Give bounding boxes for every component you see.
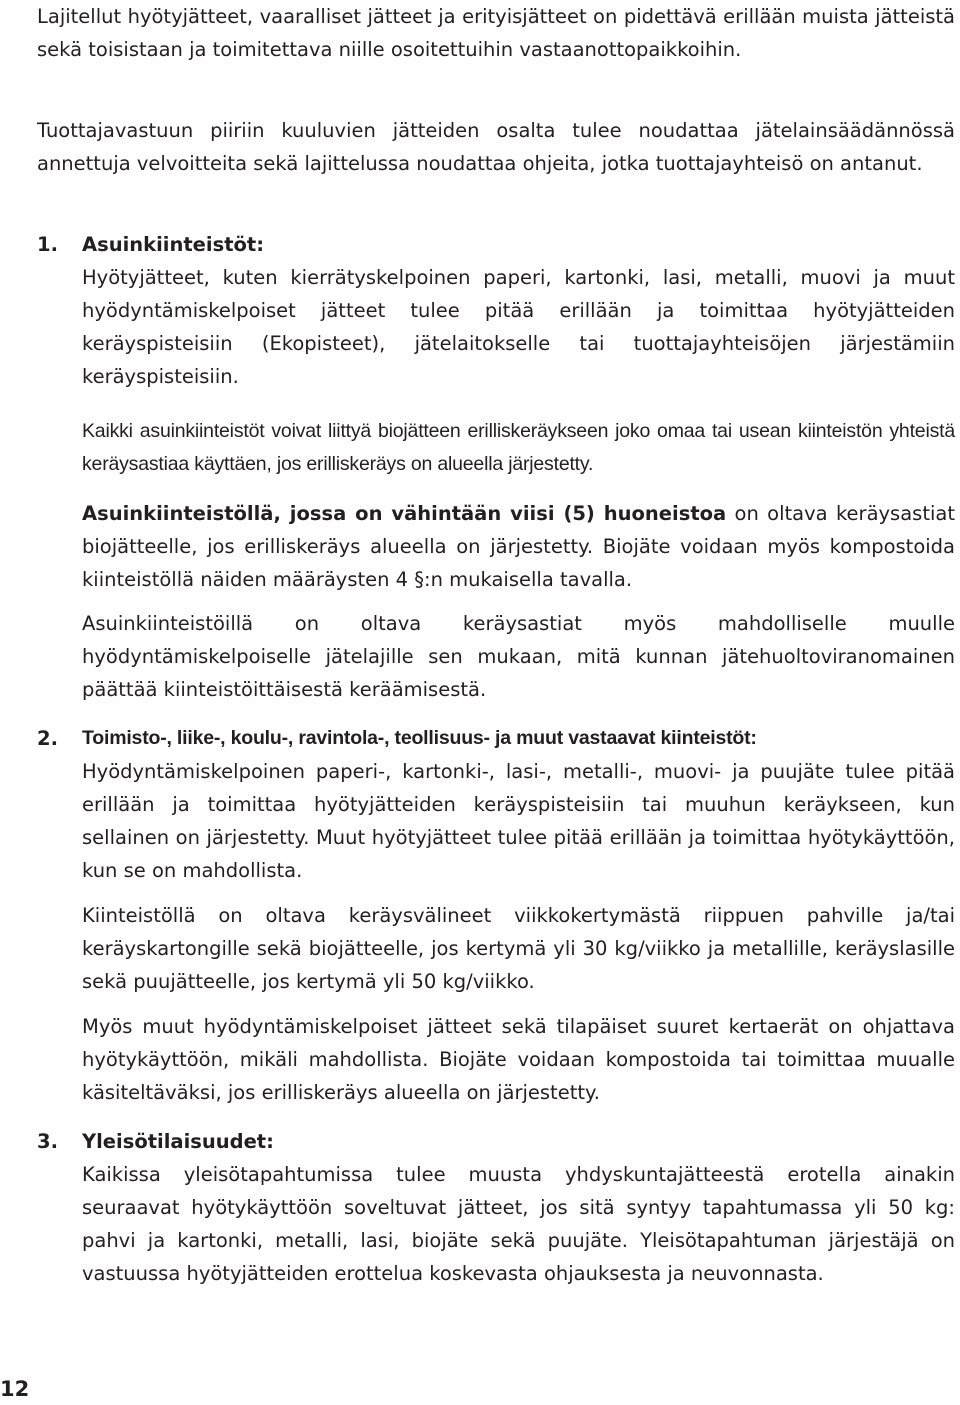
- intro-paragraph-2: Tuottajavastuun piiriin kuuluvien jätteiden osalta tulee noudattaa jätelainsäädännössä annettuja velvoitteita sekä lajittelussa noudattaa ohjeita, jotka tuottajayhteisö on antanut.: [37, 119, 955, 175]
- page-number: 12: [0, 1377, 30, 1401]
- item-1-paragraph-1: Hyötyjätteet, kuten kierrätyskelpoinen paperi, kartonki, lasi, metalli, muovi ja muut hyödyntämiskelpoiset jätteet tulee pitää erillään ja toimittaa hyötyjätteiden keräyspisteisiin (Ekopisteet), jätelaitokselle tai tuottajayhteisöjen järjestämiin keräyspisteisiin.: [82, 266, 955, 388]
- item-3-heading: Yleisötilaisuudet:: [82, 1130, 274, 1153]
- item-1-paragraph-3: [82, 497, 955, 596]
- item-2-section: [82, 722, 955, 887]
- item-1-paragraph-2: Kaikki asuinkiinteistöt voivat liittyä biojätteen erilliskeräykseen joko omaa tai usean kiinteistön yhteistä keräysastiaa käyttäen, jos erilliskeräys on alueella järjestetty.: [82, 420, 955, 475]
- item-3-section: [82, 1125, 955, 1290]
- item-2-heading: Toimisto-, liike-, koulu-, ravintola-, teollisuus- ja muut vastaavat kiinteistöt:: [82, 727, 757, 749]
- item-1-number: 1.: [37, 233, 58, 256]
- item-3-paragraph-1: Kaikissa yleisötapahtumissa tulee muusta yhdyskuntajätteestä erotella ainakin seuraavat hyötykäyttöön soveltuvat jätteet, jos sitä syntyy tapahtumassa yli 50 kg: pahvi ja kartonki, metalli, lasi, biojäte sekä puujäte. Yleisötapahtuman järjestäjä on vastuussa hyötyjätteiden erottelua koskevasta ohjauksesta ja neuvonnasta.: [82, 1163, 955, 1285]
- item-1-section: [82, 228, 955, 393]
- item-2-paragraph-2: Kiinteistöllä on oltava keräysvälineet viikkokertymästä riippuen pahville ja/tai keräyskartongille sekä biojätteelle, jos kertymä yli 30 kg/viikko ja metallille, keräyslasille sekä puujätteelle, jos kertymä yli 50 kg/viikko.: [82, 904, 955, 993]
- item-3-number: 3.: [37, 1130, 58, 1153]
- intro-paragraph-1: Lajitellut hyötyjätteet, vaaralliset jätteet ja erityisjätteet on pidettävä erillään muista jätteistä sekä toisistaan ja toimitettava niille osoitettuihin vastaanottopaikkoihin.: [37, 5, 955, 61]
- item-2-paragraph-1: Hyödyntämiskelpoinen paperi-, kartonki-, lasi-, metalli-, muovi- ja puujäte tulee pitää erillään ja toimittaa hyötyjätteiden keräyspisteisiin tai muuhun keräykseen, kun sellainen on järjestetty. Muut hyötyjätteet tulee pitää erillään ja toimittaa hyötykäyttöön, kun se on mahdollista.: [82, 760, 955, 882]
- item-1-paragraph-3-rest: on oltava keräysastiat biojätteelle, jos erilliskeräys alueella on järjestetty. Biojäte voidaan myös kompostoida kiinteistöllä näiden määräysten 4 §:n mukaisella tavalla.: [82, 502, 955, 591]
- item-2-number: 2.: [37, 727, 58, 750]
- item-1-paragraph-3-bold: Asuinkiinteistöllä, jossa on vähintään viisi (5) huoneistoa: [82, 502, 727, 525]
- item-1-heading: Asuinkiinteistöt:: [82, 233, 265, 256]
- item-1-paragraph-4: Asuinkiinteistöillä on oltava keräysastiat myös mahdolliselle muulle hyödyntämiskelpoiselle jätelajille sen mukaan, mitä kunnan jätehuoltoviranomainen päättää kiinteistöittäisestä keräämisestä.: [82, 612, 955, 701]
- item-2-paragraph-3: Myös muut hyödyntämiskelpoiset jätteet sekä tilapäiset suuret kertaerät on ohjattava hyötykäyttöön, mikäli mahdollista. Biojäte voidaan kompostoida tai toimittaa muualle käsiteltäväksi, jos erilliskeräys alueella on järjestetty.: [82, 1015, 955, 1104]
